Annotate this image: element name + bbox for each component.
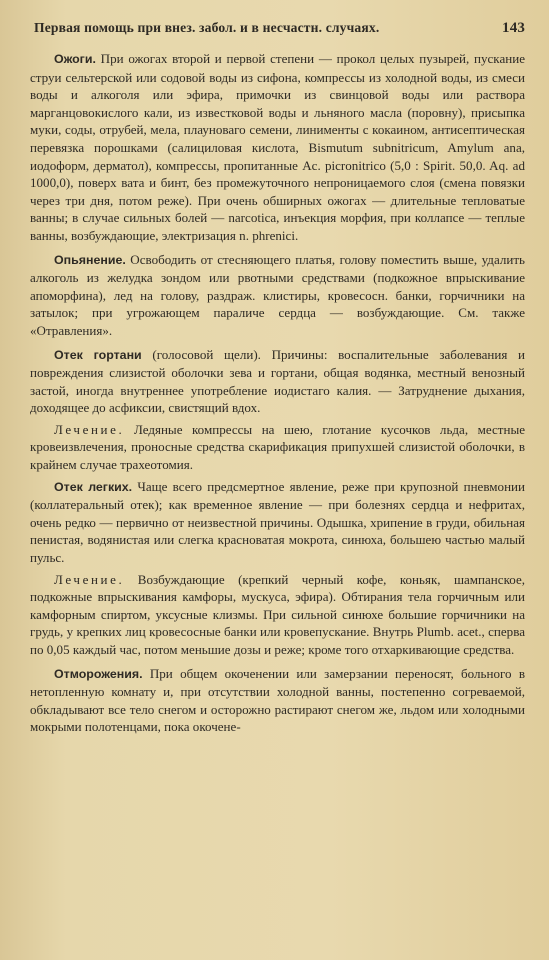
paragraph-text: Возбуждающие (крепкий черный кофе, коньяк, шампанское, подкожные впрыскивания камфоры, мускуса, эфира). Обтирания тела горчичным или камфорным спиртом, уксусные клизмы. При сильной синюхе большие горчичники на грудь, у крепких лиц кровесосные банки или кровепускание. Внутрь Plumb. acet., сперва по 0,05 каждый час, потом меньшие дозы и реже; кроме того отхаркивающие средства. <box>30 571 525 657</box>
paragraph-intoxication <box>30 251 525 340</box>
paragraph-laryngeal-treatment <box>30 421 525 474</box>
running-title: Первая помощь при внез. забол. и в несчастн. случаях. <box>34 20 380 35</box>
page-body <box>30 50 525 736</box>
paragraph-text: Ледяные компрессы на шею, глотание кусочков льда, местные кровеизвлечения, проносные средства скарификация припухшей слизистой оболочки, в крайнем случае трахеотомия. <box>30 421 525 473</box>
paragraph-pulmonary-edema <box>30 478 525 567</box>
term-frostbite: Отморожения. <box>54 666 143 681</box>
paragraph-text: (голосовой щели). Причины: воспалительные заболевания и повреждения слизистой оболочки зева и гортани, общая водянка, местный венозный застой, иногда внутреннее употребление иодистаго калия. — Затруднение дыхания, доходящее до асфиксии, свистящий вдох. <box>30 346 525 416</box>
paragraph-text: При общем окоченении или замерзании переносят, больного в нетопленную комнату и, при отсутствии холодной ванны, постепенно согреваемой, обкладывают все тело снегом и осторожно растирают снегом же, льдом или холодными мокрыми полотенцами, пока окочене- <box>30 665 526 735</box>
paragraph-text: При ожогах второй и первой степени — прокол целых пузырей, пускание струи сельтерской или содовой воды из сифона, компрессы из холодной воды, из смеси воды и алкоголя или эфира, примочки из свинцовой воды или раствора марганцовокислого кали, из известковой воды и льняного масла (поровну), присыпка муки, соды, отрубей, мела, плауноваго семени, линименты с кокаином, антисептическая перевязка порошками (салициловая кислота, Bismutum subnitricum, Amylum ana, иодоформ, дерматол), компрессы, пропитанные Ac. picronitrico (5,0 : Spirit. 50,0. Aq. ad 1000,0), поверх вата и бинт, без промежуточного непроницаемого слоя (смена повязки через три дня, потом реже). При очень обширных ожогах — длительные тепловатые ванны; в случае сильных болей — narcotica, инъекция морфия, при коллапсе — теплые ванны, возбуждающие, электризация n. phrenici. <box>30 51 525 243</box>
term-burns: Ожоги. <box>54 52 96 66</box>
lead-treatment: Лечение. <box>54 421 125 437</box>
term-pulmonary-edema: Отек легких. <box>54 479 133 494</box>
paragraph-text: Освободить от стесняющего платья, голову поместить выше, удалить алкоголь из желудка зондом или рвотными средствами (подкожное впрыскивание апоморфина), лед на голову, раздраж. клистиры, кровесосн. банки, горчичники на затылок; при угрожающем параличе сердца — возбуждающие. См. также «Отравления». <box>30 251 525 338</box>
term-intoxication: Опьянение. <box>54 252 126 267</box>
term-laryngeal-edema: Отек гортани <box>54 347 142 362</box>
paragraph-pulmonary-treatment <box>30 571 525 659</box>
lead-treatment: Лечение. <box>54 571 125 587</box>
paragraph-frostbite <box>30 665 525 736</box>
paragraph-text: Чаще всего предсмертное явление, реже при крупозной пневмонии (коллатеральный отек); как временное явление — при болезнях сердца и нефритах, очень редко — первично от неизвестной причины. Одышка, хрипение в груди, обильная пенистая, водянистая или слегка красноватая мокрота, синюха, большею частью малый пульс. <box>30 478 526 566</box>
paragraph-burns <box>30 50 525 245</box>
page-number: 143 <box>502 20 525 36</box>
paragraph-laryngeal-edema <box>30 346 525 417</box>
page-header <box>34 20 525 37</box>
